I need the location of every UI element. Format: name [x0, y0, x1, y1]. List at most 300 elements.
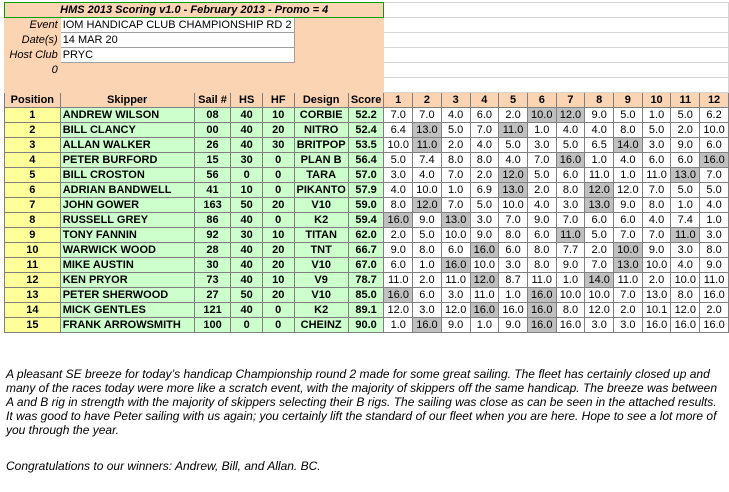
race-score-cell: 1.0: [384, 318, 413, 333]
info-blank: [294, 33, 384, 48]
design-cell: V10: [294, 288, 348, 303]
race-score-cell: 2.0: [470, 168, 499, 183]
grid-blank: [384, 3, 729, 18]
race-score-cell: 4.0: [441, 108, 470, 123]
race-score-cell: 5.0: [499, 138, 528, 153]
results-table: [4, 2, 729, 333]
race-score-cell: 7.0: [384, 108, 413, 123]
sail-number-cell: 30: [194, 258, 231, 273]
race-score-cell: 8.0: [556, 183, 585, 198]
race-score-cell: 6.2: [700, 108, 729, 123]
skipper-cell: RUSSELL GREY: [60, 213, 194, 228]
race-score-cell: 5.0: [671, 183, 700, 198]
skipper-cell: FRANK ARROWSMITH: [60, 318, 194, 333]
race-score-cell: 5.0: [671, 108, 700, 123]
race-score-cell: 1.0: [413, 258, 442, 273]
grid-blank: [384, 33, 729, 48]
skipper-cell: PETER BURFORD: [60, 153, 194, 168]
race-score-cell: 16.0: [700, 288, 729, 303]
race-score-cell: 6.0: [700, 138, 729, 153]
column-header: 10: [642, 93, 671, 108]
sail-number-cell: 28: [194, 243, 231, 258]
race-score-cell: 8.0: [642, 198, 671, 213]
column-header: 6: [527, 93, 556, 108]
position-cell: 10: [5, 243, 61, 258]
hf-cell: 0: [262, 303, 294, 318]
race-score-cell: 10.0: [470, 258, 499, 273]
race-score-cell: 12.0: [671, 303, 700, 318]
table-row: [5, 153, 729, 168]
info-blank: [294, 18, 384, 33]
race-score-cell: 6.0: [441, 243, 470, 258]
race-score-cell: 12.0: [499, 168, 528, 183]
race-score-cell: 16.0: [527, 318, 556, 333]
race-score-cell: 16.0: [413, 318, 442, 333]
sail-number-cell: 15: [194, 153, 231, 168]
race-score-cell: 7.7: [556, 243, 585, 258]
race-score-cell: 12.0: [470, 273, 499, 288]
column-header: 8: [585, 93, 614, 108]
race-score-cell: 1.0: [700, 213, 729, 228]
table-row: [5, 303, 729, 318]
grid-blank: [384, 48, 729, 63]
sail-number-cell: 00: [194, 123, 231, 138]
race-score-cell: 12.0: [556, 108, 585, 123]
design-cell: PLAN B: [294, 153, 348, 168]
column-header: Position: [5, 93, 61, 108]
race-score-cell: 4.0: [499, 153, 528, 168]
grid-blank: [384, 78, 729, 93]
race-score-cell: 1.0: [499, 288, 528, 303]
race-score-cell: 2.0: [700, 303, 729, 318]
race-score-cell: 8.0: [700, 243, 729, 258]
race-score-cell: 10.0: [527, 108, 556, 123]
sail-number-cell: 86: [194, 213, 231, 228]
skipper-cell: JOHN GOWER: [60, 198, 194, 213]
race-score-cell: 11.0: [413, 138, 442, 153]
race-score-cell: 5.0: [527, 168, 556, 183]
hs-cell: 50: [231, 288, 263, 303]
position-cell: 2: [5, 123, 61, 138]
race-score-cell: 1.0: [556, 273, 585, 288]
sheet-title: HMS 2013 Scoring v1.0 - February 2013 - Promo = 4: [5, 3, 384, 18]
race-score-cell: 9.0: [499, 318, 528, 333]
score-cell: 67.0: [348, 258, 384, 273]
race-score-cell: 7.0: [470, 123, 499, 138]
race-score-cell: 2.0: [585, 243, 614, 258]
position-cell: 11: [5, 258, 61, 273]
hs-cell: 0: [231, 168, 263, 183]
event-value[interactable]: IOM HANDICAP CLUB CHAMPIONSHIP RD 2: [60, 18, 294, 33]
race-score-cell: 16.0: [384, 288, 413, 303]
race-score-cell: 2.0: [614, 303, 643, 318]
score-cell: 90.0: [348, 318, 384, 333]
design-cell: TNT: [294, 243, 348, 258]
race-score-cell: 10.0: [499, 198, 528, 213]
race-score-cell: 2.0: [671, 123, 700, 138]
sail-number-cell: 08: [194, 108, 231, 123]
race-score-cell: 4.0: [700, 198, 729, 213]
race-score-cell: 16.0: [470, 303, 499, 318]
design-cell: V10: [294, 198, 348, 213]
column-header: Score: [348, 93, 384, 108]
info-blank: [5, 78, 384, 93]
race-score-cell: 2.0: [413, 273, 442, 288]
race-score-cell: 8.0: [470, 153, 499, 168]
race-score-cell: 4.0: [527, 198, 556, 213]
table-row: [5, 318, 729, 333]
race-score-cell: 9.0: [384, 243, 413, 258]
design-cell: CHEINZ: [294, 318, 348, 333]
skipper-cell: ADRIAN BANDWELL: [60, 183, 194, 198]
position-cell: 13: [5, 288, 61, 303]
race-score-cell: 8.0: [499, 228, 528, 243]
score-cell: 57.9: [348, 183, 384, 198]
hs-cell: 40: [231, 303, 263, 318]
race-score-cell: 9.0: [671, 138, 700, 153]
race-score-cell: 11.0: [556, 228, 585, 243]
hs-cell: 40: [231, 243, 263, 258]
design-cell: PIKANTO: [294, 183, 348, 198]
race-score-cell: 16.0: [671, 318, 700, 333]
hf-cell: 10: [262, 228, 294, 243]
sail-number-cell: 27: [194, 288, 231, 303]
race-score-cell: 4.0: [585, 123, 614, 138]
position-cell: 7: [5, 198, 61, 213]
sail-number-cell: 56: [194, 168, 231, 183]
race-score-cell: 2.0: [384, 228, 413, 243]
sail-number-cell: 92: [194, 228, 231, 243]
hf-cell: 0: [262, 318, 294, 333]
sail-number-cell: 100: [194, 318, 231, 333]
race-score-cell: 7.0: [642, 183, 671, 198]
race-score-cell: 13.0: [499, 183, 528, 198]
race-score-cell: 4.0: [614, 153, 643, 168]
race-score-cell: 11.0: [384, 273, 413, 288]
race-score-cell: 3.0: [441, 288, 470, 303]
race-score-cell: 10.0: [614, 243, 643, 258]
race-score-cell: 3.0: [413, 303, 442, 318]
hf-cell: 10: [262, 273, 294, 288]
hs-cell: 30: [231, 153, 263, 168]
race-score-cell: 16.0: [527, 303, 556, 318]
column-header: HS: [231, 93, 263, 108]
race-score-cell: 10.0: [413, 183, 442, 198]
race-score-cell: 9.0: [700, 258, 729, 273]
race-score-cell: 12.0: [614, 183, 643, 198]
position-cell: 5: [5, 168, 61, 183]
race-score-cell: 10.1: [642, 303, 671, 318]
hs-cell: 40: [231, 138, 263, 153]
race-score-cell: 2.0: [499, 108, 528, 123]
race-score-cell: 11.0: [441, 273, 470, 288]
race-score-cell: 16.0: [499, 303, 528, 318]
race-score-cell: 13.0: [614, 258, 643, 273]
race-score-cell: 8.0: [671, 288, 700, 303]
score-cell: 66.7: [348, 243, 384, 258]
race-score-cell: 16.0: [470, 243, 499, 258]
hf-cell: 20: [262, 243, 294, 258]
race-score-cell: 7.0: [700, 168, 729, 183]
race-score-cell: 7.0: [441, 198, 470, 213]
column-header: 12: [700, 93, 729, 108]
position-cell: 6: [5, 183, 61, 198]
score-cell: 57.0: [348, 168, 384, 183]
hs-cell: 30: [231, 228, 263, 243]
race-score-cell: 1.0: [441, 183, 470, 198]
race-score-cell: 16.0: [441, 258, 470, 273]
race-score-cell: 16.0: [642, 318, 671, 333]
race-score-cell: 8.7: [499, 273, 528, 288]
sail-number-cell: 73: [194, 273, 231, 288]
race-score-cell: 5.0: [642, 123, 671, 138]
hf-cell: 20: [262, 198, 294, 213]
race-score-cell: 3.0: [527, 138, 556, 153]
grid-blank: [384, 63, 729, 78]
race-score-cell: 6.0: [671, 153, 700, 168]
race-score-cell: 14.0: [585, 273, 614, 288]
race-score-cell: 5.0: [441, 123, 470, 138]
race-score-cell: 8.0: [441, 153, 470, 168]
score-cell: 89.1: [348, 303, 384, 318]
dates-value[interactable]: 14 MAR 20: [60, 33, 294, 48]
race-score-cell: 6.0: [556, 168, 585, 183]
hs-cell: 40: [231, 123, 263, 138]
table-row: [5, 108, 729, 123]
score-cell: 56.4: [348, 153, 384, 168]
race-score-cell: 4.0: [413, 168, 442, 183]
hf-cell: 20: [262, 288, 294, 303]
score-cell: 52.4: [348, 123, 384, 138]
column-header: Design: [294, 93, 348, 108]
race-score-cell: 7.4: [413, 153, 442, 168]
race-score-cell: 5.0: [585, 228, 614, 243]
race-score-cell: 3.0: [499, 258, 528, 273]
design-cell: NITRO: [294, 123, 348, 138]
race-score-cell: 11.0: [614, 273, 643, 288]
race-score-cell: 13.0: [671, 168, 700, 183]
sail-number-cell: 121: [194, 303, 231, 318]
race-score-cell: 2.0: [441, 138, 470, 153]
race-score-cell: 3.0: [614, 318, 643, 333]
race-score-cell: 13.0: [585, 198, 614, 213]
race-score-cell: 7.0: [642, 228, 671, 243]
race-score-cell: 7.0: [556, 213, 585, 228]
position-cell: 8: [5, 213, 61, 228]
column-header: Skipper: [60, 93, 194, 108]
design-cell: BRITPOP: [294, 138, 348, 153]
table-row: [5, 168, 729, 183]
column-header: Sail #: [194, 93, 231, 108]
race-score-cell: 9.0: [470, 228, 499, 243]
position-cell: 4: [5, 153, 61, 168]
race-score-cell: 9.0: [527, 213, 556, 228]
race-score-cell: 6.9: [470, 183, 499, 198]
sail-number-cell: 26: [194, 138, 231, 153]
hs-cell: 40: [231, 213, 263, 228]
position-cell: 9: [5, 228, 61, 243]
table-row: [5, 273, 729, 288]
column-header: 4: [470, 93, 499, 108]
skipper-cell: KEN PRYOR: [60, 273, 194, 288]
race-score-cell: 11.0: [671, 228, 700, 243]
table-row: [5, 213, 729, 228]
table-row: [5, 183, 729, 198]
column-header-row: [5, 93, 729, 108]
race-score-cell: 5.0: [556, 138, 585, 153]
race-score-cell: 3.0: [700, 228, 729, 243]
race-score-cell: 10.0: [585, 288, 614, 303]
race-score-cell: 11.0: [585, 168, 614, 183]
sail-number-cell: 163: [194, 198, 231, 213]
skipper-cell: ALLAN WALKER: [60, 138, 194, 153]
skipper-cell: MICK GENTLES: [60, 303, 194, 318]
hs-cell: 0: [231, 318, 263, 333]
grid-blank: [384, 18, 729, 33]
race-score-cell: 10.0: [700, 123, 729, 138]
race-score-cell: 9.0: [642, 243, 671, 258]
race-score-cell: 7.0: [527, 153, 556, 168]
score-cell: 59.4: [348, 213, 384, 228]
race-score-cell: 3.0: [556, 198, 585, 213]
race-score-cell: 4.0: [556, 123, 585, 138]
race-score-cell: 5.0: [413, 228, 442, 243]
results-spreadsheet: [4, 2, 729, 333]
race-score-cell: 11.0: [470, 288, 499, 303]
race-score-cell: 8.0: [614, 123, 643, 138]
race-score-cell: 3.0: [384, 168, 413, 183]
score-cell: 59.0: [348, 198, 384, 213]
race-score-cell: 9.0: [413, 213, 442, 228]
race-score-cell: 6.0: [384, 258, 413, 273]
race-score-cell: 16.0: [556, 318, 585, 333]
design-cell: TARA: [294, 168, 348, 183]
design-cell: V10: [294, 258, 348, 273]
hf-cell: 20: [262, 258, 294, 273]
race-score-cell: 1.0: [527, 123, 556, 138]
race-score-cell: 4.0: [470, 138, 499, 153]
race-score-cell: 5.0: [700, 183, 729, 198]
race-score-cell: 3.0: [470, 213, 499, 228]
race-score-cell: 10.0: [441, 228, 470, 243]
race-score-cell: 7.0: [614, 228, 643, 243]
host-label: Host Club: [5, 48, 61, 63]
hs-cell: 40: [231, 108, 263, 123]
race-score-cell: 12.0: [441, 303, 470, 318]
congratulations-note: Congratulations to our winners: Andrew, Bill, and Allan. BC.: [6, 459, 321, 473]
race-score-cell: 11.0: [700, 273, 729, 288]
hf-cell: 0: [262, 153, 294, 168]
race-score-cell: 9.0: [585, 108, 614, 123]
race-score-cell: 5.0: [614, 108, 643, 123]
host-value[interactable]: PRYC: [60, 48, 294, 63]
skipper-cell: ANDREW WILSON: [60, 108, 194, 123]
design-cell: K2: [294, 303, 348, 318]
design-cell: TITAN: [294, 228, 348, 243]
race-score-cell: 8.0: [384, 198, 413, 213]
race-score-cell: 8.0: [527, 258, 556, 273]
race-score-cell: 6.0: [527, 228, 556, 243]
race-score-cell: 1.0: [614, 168, 643, 183]
race-score-cell: 12.0: [585, 303, 614, 318]
column-header: 11: [671, 93, 700, 108]
hf-cell: 0: [262, 183, 294, 198]
race-score-cell: 6.0: [499, 243, 528, 258]
hs-cell: 40: [231, 273, 263, 288]
position-cell: 12: [5, 273, 61, 288]
skipper-cell: PETER SHERWOOD: [60, 288, 194, 303]
race-score-cell: 6.0: [470, 108, 499, 123]
race-score-cell: 7.0: [499, 213, 528, 228]
race-score-cell: 8.0: [527, 243, 556, 258]
table-row: [5, 123, 729, 138]
table-row: [5, 243, 729, 258]
race-score-cell: 13.0: [441, 213, 470, 228]
skipper-cell: BILL CROSTON: [60, 168, 194, 183]
race-score-cell: 12.0: [413, 198, 442, 213]
race-score-cell: 11.0: [527, 273, 556, 288]
hf-cell: 0: [262, 168, 294, 183]
column-header: 5: [499, 93, 528, 108]
design-cell: K2: [294, 213, 348, 228]
race-score-cell: 6.4: [384, 123, 413, 138]
skipper-cell: TONY FANNIN: [60, 228, 194, 243]
race-score-cell: 7.0: [441, 168, 470, 183]
design-cell: V9: [294, 273, 348, 288]
race-score-cell: 6.0: [585, 213, 614, 228]
hs-cell: 50: [231, 198, 263, 213]
score-cell: 53.5: [348, 138, 384, 153]
race-score-cell: 10.0: [671, 273, 700, 288]
race-score-cell: 16.0: [527, 288, 556, 303]
dates-label: Date(s): [5, 33, 61, 48]
race-score-cell: 10.0: [642, 258, 671, 273]
race-score-cell: 13.0: [642, 288, 671, 303]
position-cell: 3: [5, 138, 61, 153]
info-blank: [60, 63, 384, 78]
counter-value: 0: [5, 63, 61, 78]
race-score-cell: 14.0: [614, 138, 643, 153]
skipper-cell: BILL CLANCY: [60, 123, 194, 138]
table-row: [5, 288, 729, 303]
race-score-cell: 11.0: [642, 168, 671, 183]
hf-cell: 10: [262, 108, 294, 123]
race-score-cell: 1.0: [642, 108, 671, 123]
table-row: [5, 228, 729, 243]
race-score-cell: 2.0: [642, 273, 671, 288]
race-score-cell: 7.0: [585, 258, 614, 273]
race-score-cell: 3.0: [585, 318, 614, 333]
position-cell: 14: [5, 303, 61, 318]
race-score-cell: 5.0: [384, 153, 413, 168]
hs-cell: 40: [231, 258, 263, 273]
race-score-cell: 9.0: [614, 198, 643, 213]
race-score-cell: 9.0: [441, 318, 470, 333]
race-score-cell: 16.0: [384, 213, 413, 228]
skipper-cell: MIKE AUSTIN: [60, 258, 194, 273]
column-header: 7: [556, 93, 585, 108]
race-score-cell: 4.0: [384, 183, 413, 198]
column-header: HF: [262, 93, 294, 108]
race-score-cell: 16.0: [700, 153, 729, 168]
score-cell: 62.0: [348, 228, 384, 243]
race-score-cell: 3.0: [671, 243, 700, 258]
position-cell: 1: [5, 108, 61, 123]
column-header: 2: [413, 93, 442, 108]
race-score-cell: 10.0: [556, 288, 585, 303]
score-cell: 85.0: [348, 288, 384, 303]
score-cell: 52.2: [348, 108, 384, 123]
